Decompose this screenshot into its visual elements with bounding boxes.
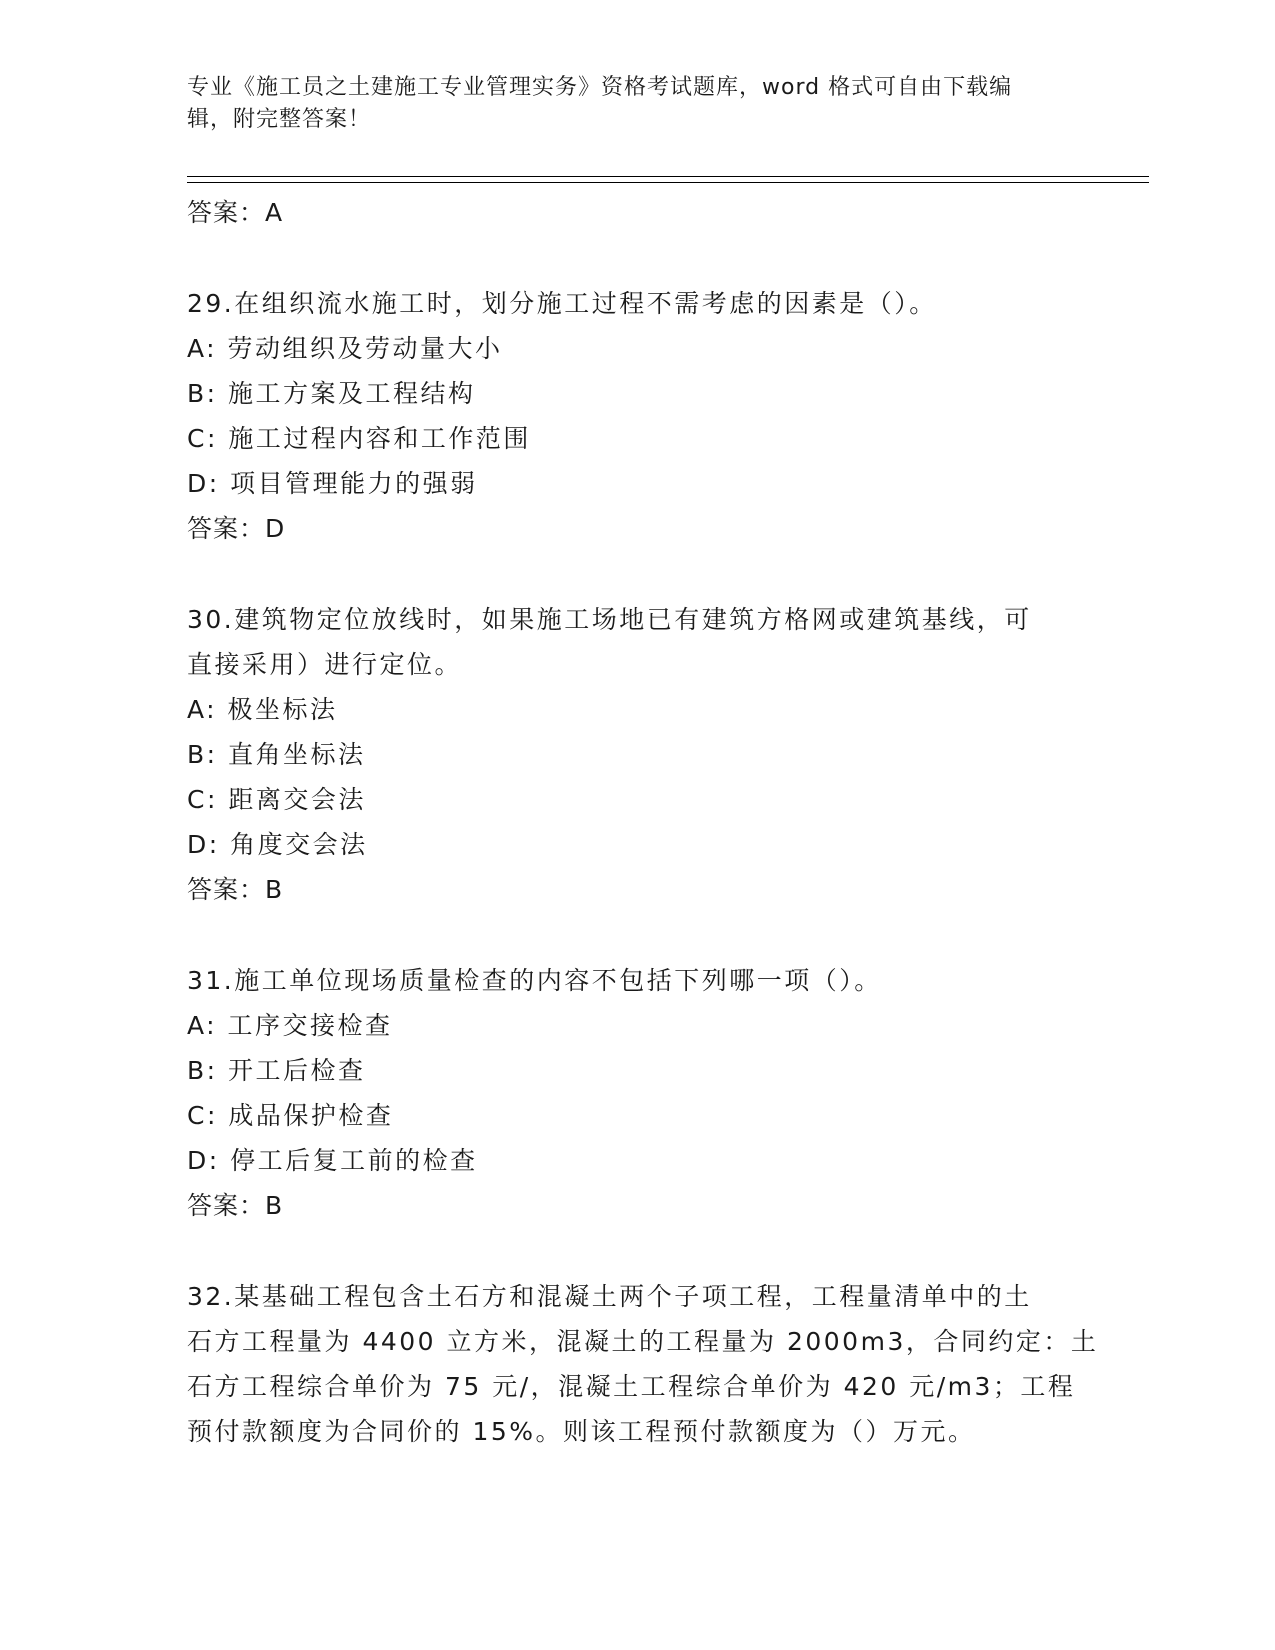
option-d: D: 停工后复工前的检查 — [187, 1146, 478, 1175]
option-b: B: 开工后检查 — [187, 1056, 366, 1085]
question-text-line-3: 石方工程综合单价为 75 元/，混凝土工程综合单价为 420 元/m3；工程 — [187, 1372, 1076, 1401]
document-header — [187, 72, 1087, 136]
header-divider-bottom — [187, 182, 1149, 183]
question-text-line-1: 32.某基础工程包含土石方和混凝土两个子项工程，工程量清单中的土 — [187, 1282, 1032, 1311]
answer: 答案：B — [187, 1191, 284, 1220]
spacer — [187, 912, 1087, 958]
option-a: A: 极坐标法 — [187, 695, 338, 724]
option-a: A: 劳动组织及劳动量大小 — [187, 334, 503, 363]
question-text-line-2: 石方工程量为 4400 立方米，混凝土的工程量为 2000m3，合同约定：土 — [187, 1327, 1099, 1356]
answer: 答案：D — [187, 514, 286, 543]
option-c: C: 距离交会法 — [187, 785, 366, 814]
spacer — [187, 551, 1087, 597]
spacer — [187, 1228, 1087, 1274]
header-divider-top — [187, 176, 1149, 177]
question-31 — [187, 958, 1087, 1228]
question-29 — [187, 281, 1087, 551]
spacer — [187, 235, 1087, 281]
question-text: 29.在组织流水施工时，划分施工过程不需考虑的因素是（）。 — [187, 289, 937, 318]
option-a: A: 工序交接检查 — [187, 1011, 393, 1040]
option-d: D: 项目管理能力的强弱 — [187, 469, 478, 498]
question-32 — [187, 1274, 1099, 1454]
option-d: D: 角度交会法 — [187, 830, 368, 859]
option-b: B: 直角坐标法 — [187, 740, 366, 769]
previous-answer: 答案：A — [187, 198, 284, 227]
question-30 — [187, 597, 1087, 912]
option-b: B: 施工方案及工程结构 — [187, 379, 476, 408]
question-text-line-2: 直接采用）进行定位。 — [187, 650, 463, 679]
header-line-2: 辑，附完整答案！ — [187, 107, 372, 132]
answer: 答案：B — [187, 875, 284, 904]
header-line-1: 专业《施工员之土建施工专业管理实务》资格考试题库，word 格式可自由下载编 — [187, 75, 1013, 100]
question-text-line-4: 预付款额度为合同价的 15%。则该工程预付款额度为（）万元。 — [187, 1417, 976, 1446]
option-c: C: 施工过程内容和工作范围 — [187, 424, 531, 453]
question-text: 31.施工单位现场质量检查的内容不包括下列哪一项（）。 — [187, 966, 882, 995]
question-text-line-1: 30.建筑物定位放线时，如果施工场地已有建筑方格网或建筑基线，可 — [187, 605, 1032, 634]
option-c: C: 成品保护检查 — [187, 1101, 394, 1130]
question-list — [187, 190, 1099, 1454]
